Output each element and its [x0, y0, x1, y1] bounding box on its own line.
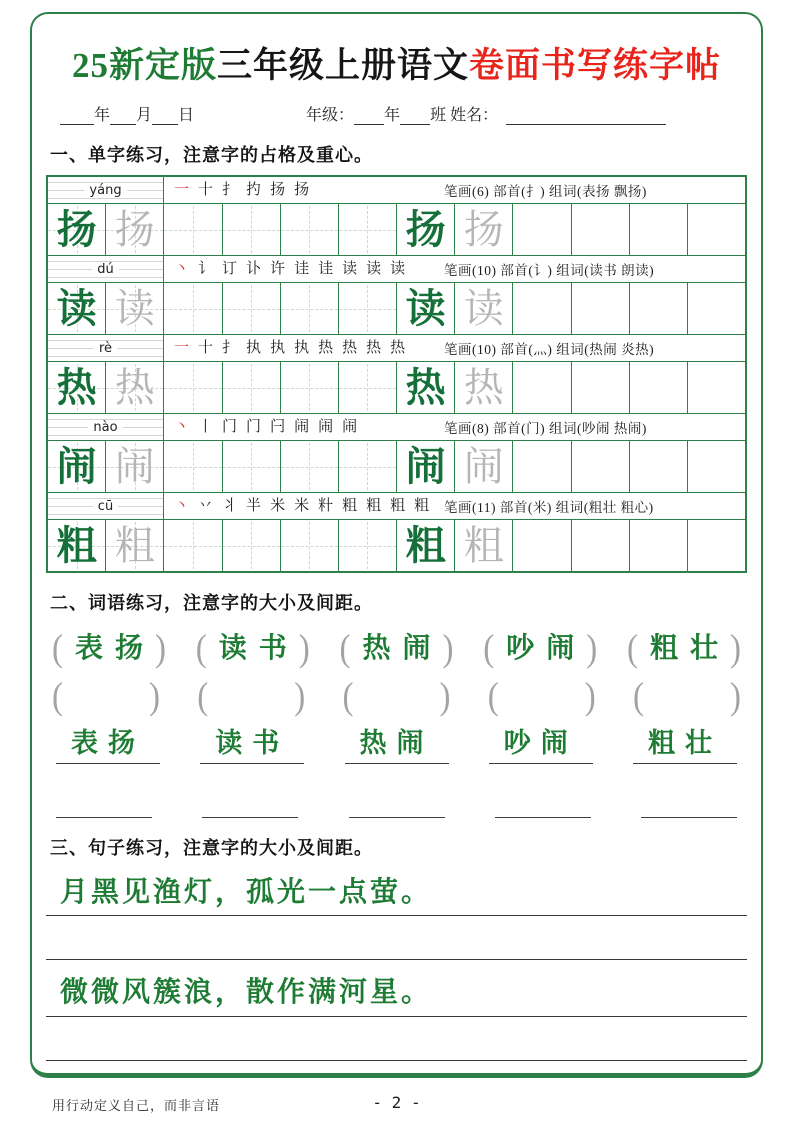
- practice-cell-row: [48, 362, 745, 413]
- class-label: 班: [430, 107, 447, 124]
- word-on-underline: 热闹: [345, 729, 449, 764]
- stroke-step: 籵: [318, 497, 334, 514]
- stroke-step: 讠: [198, 260, 214, 277]
- empty-parens: [487, 675, 596, 718]
- character-info: 笔画(10) 部首(讠) 组词(读书 朗读): [444, 263, 655, 278]
- page-title: [46, 38, 747, 88]
- close-paren: ): [442, 627, 454, 670]
- stroke-step: 丨: [198, 418, 214, 435]
- open-paren: (: [197, 675, 209, 718]
- empty-underline: [495, 788, 591, 818]
- practice-cell: [339, 441, 397, 492]
- practice-cell: [688, 283, 745, 334]
- word-text: 吵闹: [506, 633, 587, 664]
- practice-cell: [572, 520, 630, 571]
- practice-cell: [630, 520, 688, 571]
- practice-cell: [164, 520, 222, 571]
- stroke-step: 粗: [366, 497, 382, 514]
- practice-cell: [455, 362, 513, 413]
- stroke-step: 许: [270, 260, 286, 277]
- practice-cell-row: [48, 283, 745, 334]
- stroke-step: 执: [270, 339, 286, 356]
- word-text: 读书: [218, 633, 299, 664]
- stroke-step: 一: [174, 339, 190, 356]
- character-table: [46, 175, 747, 573]
- practice-cell: [223, 520, 281, 571]
- practice-cell: [106, 283, 164, 334]
- pinyin-label: cū: [93, 500, 118, 513]
- stroke-step: 丷: [198, 497, 214, 514]
- model-sentence: 微微风簇浪，散作满河星。: [46, 972, 747, 1017]
- word-in-parens: [339, 627, 454, 670]
- open-paren: (: [195, 627, 207, 670]
- close-paren: ): [298, 627, 310, 670]
- close-paren: ): [439, 675, 451, 718]
- model-character-green: 闹: [56, 443, 97, 489]
- empty-parens: [52, 675, 160, 718]
- stroke-step: 诖: [318, 260, 334, 277]
- practice-cell: [223, 283, 281, 334]
- empty-parens: [197, 675, 306, 718]
- stroke-step: 丶: [174, 418, 190, 435]
- open-paren: (: [483, 627, 495, 670]
- stroke-step: 读: [366, 260, 382, 277]
- close-paren: ): [730, 675, 741, 718]
- year-label: 年: [94, 107, 111, 124]
- word-in-parens: [195, 627, 310, 670]
- word-text: 热闹: [362, 633, 443, 664]
- close-paren: ): [294, 675, 306, 718]
- practice-cell: [572, 362, 630, 413]
- practice-cell: [630, 441, 688, 492]
- practice-cell: [572, 204, 630, 255]
- close-paren: ): [584, 675, 596, 718]
- practice-cell: [339, 283, 397, 334]
- practice-cell: [455, 283, 513, 334]
- grade-label: 年级：: [306, 107, 355, 124]
- practice-cell: [688, 362, 745, 413]
- practice-cell: [164, 283, 222, 334]
- stroke-step: 诖: [294, 260, 310, 277]
- practice-cell: [397, 520, 455, 571]
- model-character-green: 热: [56, 364, 97, 410]
- trace-character-gray: 闹: [463, 443, 504, 489]
- practice-cell: [106, 204, 164, 255]
- practice-cell: [688, 520, 745, 571]
- stroke-step: 米: [270, 497, 286, 514]
- open-paren: (: [487, 675, 499, 718]
- stroke-step: 闩: [270, 418, 286, 435]
- trace-character-gray: 热: [463, 364, 504, 410]
- stroke-step: 十: [198, 339, 214, 356]
- title-grade: 三年级上册语文: [216, 46, 469, 85]
- practice-cell: [455, 441, 513, 492]
- practice-cell: [106, 441, 164, 492]
- practice-cell: [48, 520, 106, 571]
- stroke-order: [164, 256, 444, 282]
- word-text: 粗壮: [649, 633, 730, 664]
- pinyin-cell: [48, 256, 164, 282]
- trace-character-gray: 读: [114, 285, 155, 331]
- trace-character-gray: 扬: [463, 206, 504, 252]
- trace-character-gray: 读: [463, 285, 504, 331]
- model-character-green: 闹: [405, 443, 446, 489]
- class-blank: [400, 108, 430, 125]
- empty-parens: [342, 675, 451, 718]
- pinyin-cell: [48, 177, 164, 203]
- stroke-step: 半: [246, 497, 262, 514]
- section-3-heading: 三、句子练习，注意字的大小及间距。: [50, 837, 373, 858]
- practice-cell: [223, 362, 281, 413]
- stroke-order: [164, 335, 444, 361]
- grade-year-label: 年: [384, 107, 401, 124]
- open-paren: (: [52, 675, 63, 718]
- practice-cell: [106, 362, 164, 413]
- name-label: 姓名：: [450, 107, 499, 124]
- open-paren: (: [342, 675, 354, 718]
- title-edition: 25新定版: [71, 46, 217, 85]
- title-subject: 卷面书写练字帖: [469, 46, 722, 85]
- close-paren: ): [155, 627, 167, 670]
- empty-sentence-line: [46, 916, 747, 960]
- stroke-step: 粗: [414, 497, 430, 514]
- practice-cell: [339, 362, 397, 413]
- practice-cell-row: [48, 441, 745, 492]
- word-on-underline: 表扬: [56, 729, 160, 764]
- stroke-step: 闹: [318, 418, 334, 435]
- date-year-blank: [60, 108, 94, 125]
- stroke-step: 讣: [246, 260, 262, 277]
- close-paren: ): [586, 627, 598, 670]
- practice-cell: [281, 441, 339, 492]
- model-character-green: 热: [405, 364, 446, 410]
- row-header: [48, 177, 745, 204]
- stroke-step: 闹: [342, 418, 358, 435]
- row-header: [48, 414, 745, 441]
- stroke-step: 粗: [342, 497, 358, 514]
- practice-cell: [397, 362, 455, 413]
- practice-cell: [164, 204, 222, 255]
- empty-underline: [202, 788, 298, 818]
- model-sentence: 月黑见渔灯，孤光一点萤。: [46, 872, 747, 917]
- date-month-blank: [110, 108, 136, 125]
- practice-cell: [281, 362, 339, 413]
- date-name-line: [60, 102, 747, 125]
- stroke-step: 热: [390, 339, 406, 356]
- stroke-order: [164, 414, 444, 440]
- stroke-step: 订: [222, 260, 238, 277]
- practice-cell: [223, 441, 281, 492]
- practice-cell: [513, 520, 571, 571]
- model-character-green: 读: [405, 285, 446, 331]
- practice-cell: [455, 520, 513, 571]
- section-2-heading: 二、词语练习，注意字的大小及间距。: [50, 593, 373, 613]
- stroke-step: 热: [318, 339, 334, 356]
- stroke-step: 一: [174, 181, 190, 198]
- word-on-underline: 读书: [200, 729, 304, 764]
- practice-cell: [513, 362, 571, 413]
- practice-cell: [397, 283, 455, 334]
- word-on-underline: 粗壮: [633, 729, 737, 764]
- practice-cell: [339, 204, 397, 255]
- character-info: 笔画(10) 部首(灬) 组词(热闹 炎热): [444, 342, 655, 357]
- stroke-step: 粗: [390, 497, 406, 514]
- day-label: 日: [178, 107, 195, 124]
- stroke-step: 丬: [222, 497, 238, 514]
- practice-cell: [164, 362, 222, 413]
- practice-cell: [397, 441, 455, 492]
- stroke-step: 执: [294, 339, 310, 356]
- model-character-green: 读: [56, 285, 97, 331]
- row-header: [48, 335, 745, 362]
- stroke-step: 读: [390, 260, 406, 277]
- grade-year-blank: [354, 108, 384, 125]
- empty-underline: [641, 788, 737, 818]
- stroke-order: [164, 177, 444, 203]
- close-paren: ): [729, 627, 741, 670]
- word-in-parens: [52, 627, 167, 670]
- model-character-green: 扬: [56, 206, 97, 252]
- open-paren: (: [633, 675, 644, 718]
- character-practice-row: [48, 414, 745, 493]
- character-info: 笔画(8) 部首(门) 组词(吵闹 热闹): [444, 421, 647, 436]
- character-practice-row: [48, 256, 745, 335]
- stroke-step: 热: [342, 339, 358, 356]
- page-footer: [46, 1091, 747, 1117]
- pinyin-label: yáng: [84, 184, 126, 197]
- practice-cell: [455, 204, 513, 255]
- stroke-step: 扬: [294, 181, 310, 198]
- stroke-step: 丶: [174, 260, 190, 277]
- stroke-step: 丶: [174, 497, 190, 514]
- model-character-green: 粗: [56, 522, 97, 568]
- practice-cell: [572, 283, 630, 334]
- practice-cell-row: [48, 520, 745, 571]
- pinyin-cell: [48, 335, 164, 361]
- word-in-parens: [626, 627, 741, 670]
- worksheet-page-frame: [30, 12, 763, 1113]
- practice-cell-row: [48, 204, 745, 255]
- empty-underline: [56, 788, 152, 818]
- word-underline-row-empty: [46, 788, 747, 818]
- pinyin-label: rè: [94, 342, 117, 355]
- practice-cell: [339, 520, 397, 571]
- section-1-heading: 一、单字练习，注意字的占格及重心。: [50, 145, 373, 165]
- practice-cell: [513, 204, 571, 255]
- stroke-step: 门: [222, 418, 238, 435]
- character-practice-row: [48, 177, 745, 256]
- practice-cell: [48, 283, 106, 334]
- stroke-step: 门: [246, 418, 262, 435]
- empty-parens: [633, 675, 741, 718]
- stroke-step: 米: [294, 497, 310, 514]
- stroke-step: 读: [342, 260, 358, 277]
- footer-motto: 用行动定义自己，而非言语: [52, 1097, 221, 1113]
- character-info: 笔画(11) 部首(米) 组词(粗壮 粗心): [444, 500, 654, 515]
- trace-character-gray: 闹: [114, 443, 155, 489]
- sentence-practice-area: [46, 872, 747, 1061]
- word-underline-row-filled: [46, 729, 747, 764]
- date-day-blank: [152, 108, 178, 125]
- word-text: 表扬: [75, 633, 156, 664]
- open-paren: (: [339, 627, 351, 670]
- practice-cell: [397, 204, 455, 255]
- stroke-step: 扌: [222, 339, 238, 356]
- character-info: 笔画(6) 部首(扌) 组词(表扬 飘扬): [444, 184, 647, 199]
- practice-cell: [106, 520, 164, 571]
- row-header: [48, 493, 745, 520]
- trace-character-gray: 扬: [114, 206, 155, 252]
- practice-cell: [48, 204, 106, 255]
- model-character-green: 粗: [405, 522, 446, 568]
- word-paren-row-empty: [46, 677, 747, 717]
- stroke-step: 执: [246, 339, 262, 356]
- practice-cell: [223, 204, 281, 255]
- word-in-parens: [483, 627, 598, 670]
- trace-character-gray: 热: [114, 364, 155, 410]
- word-paren-row-filled: [46, 625, 747, 673]
- pinyin-cell: [48, 493, 164, 519]
- month-label: 月: [136, 107, 153, 124]
- open-paren: (: [52, 627, 63, 670]
- practice-cell: [48, 441, 106, 492]
- empty-underline: [349, 788, 445, 818]
- empty-sentence-line: [46, 1017, 747, 1061]
- practice-cell: [513, 441, 571, 492]
- stroke-step: 十: [198, 181, 214, 198]
- practice-cell: [281, 520, 339, 571]
- stroke-step: 扚: [246, 181, 262, 198]
- practice-cell: [688, 204, 745, 255]
- trace-character-gray: 粗: [114, 522, 155, 568]
- practice-cell: [164, 441, 222, 492]
- practice-cell: [48, 362, 106, 413]
- pinyin-label: dú: [92, 263, 119, 276]
- character-practice-row: [48, 493, 745, 571]
- practice-cell: [281, 204, 339, 255]
- practice-cell: [513, 283, 571, 334]
- name-blank: [506, 108, 666, 125]
- pinyin-cell: [48, 414, 164, 440]
- practice-cell: [281, 283, 339, 334]
- model-character-green: 扬: [405, 206, 446, 252]
- character-practice-row: [48, 335, 745, 414]
- close-paren: ): [149, 675, 160, 718]
- word-on-underline: 吵闹: [489, 729, 593, 764]
- trace-character-gray: 粗: [463, 522, 504, 568]
- stroke-step: 闹: [294, 418, 310, 435]
- row-header: [48, 256, 745, 283]
- stroke-order: [164, 493, 444, 519]
- practice-cell: [688, 441, 745, 492]
- pinyin-label: nào: [88, 421, 122, 434]
- practice-cell: [630, 204, 688, 255]
- page-number: - 2 -: [372, 1092, 421, 1112]
- stroke-step: 热: [366, 339, 382, 356]
- stroke-step: 扬: [270, 181, 286, 198]
- practice-cell: [572, 441, 630, 492]
- stroke-step: 扌: [222, 181, 238, 198]
- practice-cell: [630, 283, 688, 334]
- practice-cell: [630, 362, 688, 413]
- open-paren: (: [626, 627, 638, 670]
